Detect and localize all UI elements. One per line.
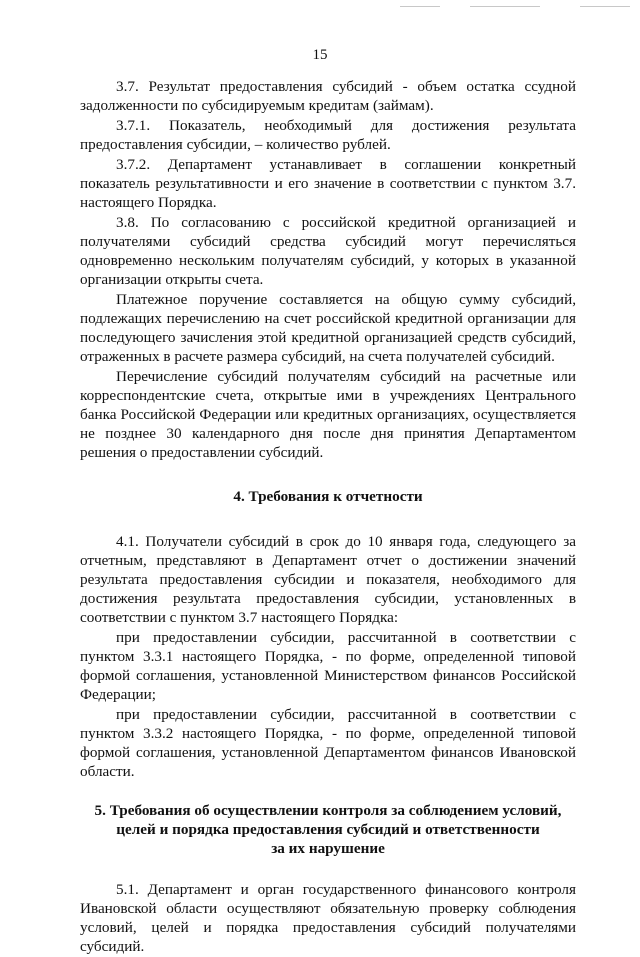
paragraph-3-7-2: 3.7.2. Департамент устанавливает в соглашении конкретный показатель результативности и его значение в соответствии с пунктом 3.7. настоящего Порядка.: [80, 156, 576, 211]
paragraph-5-1: 5.1. Департамент и орган государственного финансового контроля Ивановской области осуществляют обязательную проверку соблюдения условий, целей и порядка предоставления субсидий получателями субсидий.: [80, 881, 576, 955]
section-5-title: [80, 801, 576, 858]
paragraph-transfer: Перечисление субсидий получателям субсидий на расчетные или корреспондентские счета, открытые ими в учреждениях Центрального банка Российской Федерации или кредитных организациях, осуществляется не позднее 30 календарного дня после дня принятия Департаментом решения о предоставлении субсидий.: [80, 368, 576, 461]
paragraph-3-7: 3.7. Результат предоставления субсидий - объем остатка ссудной задолженности по субсидируемым кредитам (займам).: [80, 78, 576, 114]
scan-artifact-line: [400, 6, 440, 7]
paragraph-4-1-item-2: при предоставлении субсидии, рассчитанной в соответствии с пунктом 3.3.2 настоящего Порядка, - по форме, определенной типовой формой соглашения, установленной Департаментом финансов Ивановской области.: [80, 706, 576, 780]
paragraph-3-8: 3.8. По согласованию с российской кредитной организацией и получателями субсидий средства субсидий могут перечисляться одновременно нескольким получателям субсидий, у которых в указанной организации открыты счета.: [80, 214, 576, 288]
section-5-title-line-1: 5. Требования об осуществлении контроля за соблюдением условий,: [94, 802, 562, 819]
paragraph-4-1-item-1: при предоставлении субсидии, рассчитанной в соответствии с пунктом 3.3.1 настоящего Порядка, - по форме, определенной типовой формой соглашения, установленной Министерством финансов Российской Федерации;: [80, 629, 576, 703]
section-5-title-line-3: за их нарушение: [271, 840, 385, 857]
section-4-title: 4. Требования к отчетности: [233, 488, 423, 505]
page-number: 15: [312, 47, 328, 63]
paragraph-3-7-1: 3.7.1. Показатель, необходимый для достижения результата предоставления субсидии, – количество рублей.: [80, 117, 576, 153]
paragraph-payment-order: Платежное поручение составляется на общую сумму субсидий, подлежащих перечислению на счет российской кредитной организации для последующего зачисления этой кредитной организацией средств субсидий, отраженных в расчете размера субсидий, на счета получателей субсидий.: [80, 291, 576, 365]
section-5-title-line-2: целей и порядка предоставления субсидий и ответственности: [116, 821, 540, 838]
paragraph-4-1: 4.1. Получатели субсидий в срок до 10 января года, следующего за отчетным, представляют в Департамент отчет о достижении значений результата предоставления субсидии и показателя, необходимого для достижения результата предоставления субсидии, установленных в соответствии с пунктом 3.7 настоящего Порядка:: [80, 533, 576, 626]
scan-artifact-line: [580, 6, 630, 7]
scan-artifact-line: [470, 6, 540, 7]
document-body: [80, 77, 576, 957]
